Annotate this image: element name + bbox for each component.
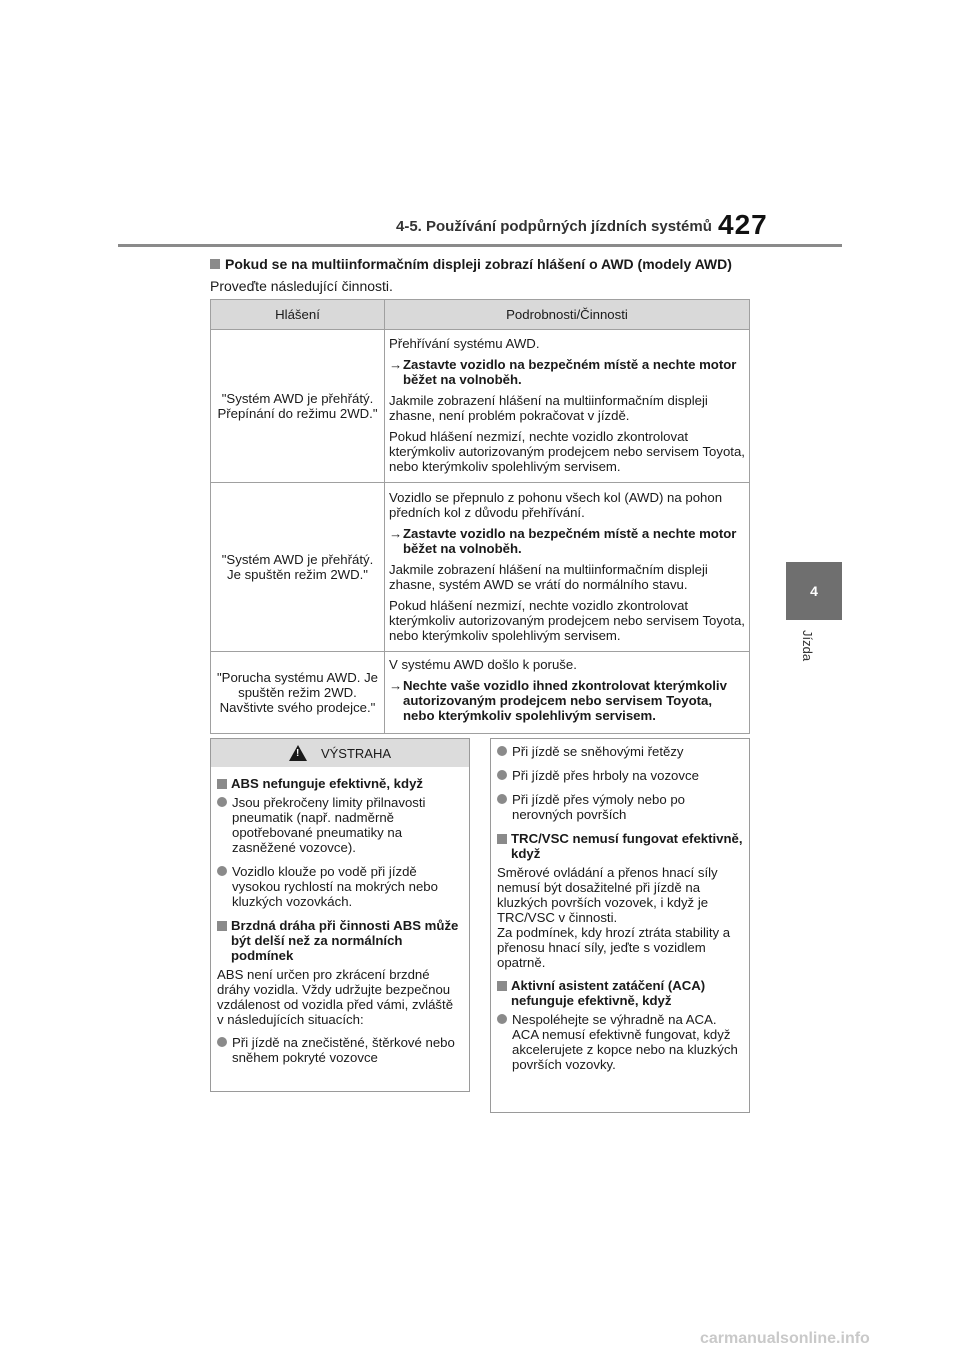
section-title-text: Pokud se na multiinformačním displeji zobrazí hlášení o AWD (modely AWD) xyxy=(225,256,732,272)
table-row xyxy=(211,330,750,483)
detail-text: Jakmile zobrazení hlášení na multiinformačním displeji zhasne, není problém pokračovat v jízdě. xyxy=(389,393,708,423)
intro-text: Proveďte následující činnosti. xyxy=(210,278,393,294)
header-divider xyxy=(118,244,842,247)
bullet-icon xyxy=(217,797,227,807)
detail-text: V systému AWD došlo k poruše. xyxy=(389,656,577,672)
action-item xyxy=(389,357,745,387)
list-item-text: Vozidlo klouže po vodě při jízdě vysokou rychlostí na mokrých nebo kluzkých vozovkách. xyxy=(232,864,438,909)
square-bullet-icon xyxy=(217,921,227,931)
warning-box-right xyxy=(490,738,750,1113)
detail-text: Přehřívání systému AWD. xyxy=(389,336,540,351)
detail-text: Pokud hlášení nezmizí, nechte vozidlo zkontrolovat kterýmkoliv autorizovaným prodejcem nebo servisem Toyota, nebo kterýmkoliv spolehlivým servisem. xyxy=(389,429,745,474)
details-cell xyxy=(385,483,750,652)
warning-subheading xyxy=(217,918,463,963)
message-cell: "Porucha systému AWD. Je spuštěn režim 2WD. Navštivte svého prodejce." xyxy=(211,652,385,734)
table-row xyxy=(211,483,750,652)
action-item xyxy=(389,678,745,723)
square-bullet-icon xyxy=(217,779,227,789)
chapter-label: Jízda xyxy=(800,630,815,662)
message-cell: "Systém AWD je přehřátý. Přepínání do režimu 2WD." xyxy=(211,330,385,483)
warning-subheading xyxy=(217,776,463,791)
arrow-icon: → xyxy=(389,525,403,541)
list-item-text: Při jízdě na znečistěné, štěrkové nebo sněhem pokryté vozovce xyxy=(232,1035,455,1065)
bullet-icon xyxy=(497,746,507,756)
column-header-details: Podrobnosti/Činnosti xyxy=(385,300,750,330)
warning-paragraph: Směrové ovládání a přenos hnací síly nemusí být dosažitelné při jízdě na kluzkých površích vozovek, i když je TRC/VSC v činnosti. xyxy=(497,865,718,925)
arrow-icon: → xyxy=(389,357,403,372)
list-item-text: Při jízdě přes hrboly na vozovce xyxy=(512,768,699,783)
page-number: 427 xyxy=(718,209,768,240)
subheading-text: ABS nefunguje efektivně, když xyxy=(231,776,423,791)
details-cell xyxy=(385,330,750,483)
square-bullet-icon xyxy=(497,834,507,844)
table-row xyxy=(211,652,750,734)
detail-text: Pokud hlášení nezmizí, nechte vozidlo zkontrolovat kterýmkoliv autorizovaným prodejcem nebo servisem Toyota, nebo kterýmkoliv spolehlivým servisem. xyxy=(389,597,745,643)
warning-title: VÝSTRAHA xyxy=(320,745,392,761)
list-item-text: Jsou překročeny limity přilnavosti pneumatik (např. nadměrně opotřebované pneumatiky na zasněžené vozovce). xyxy=(232,795,426,855)
message-table xyxy=(210,299,750,734)
column-header-message: Hlášení xyxy=(211,300,385,330)
watermark: carmanualsonline.info xyxy=(700,1330,870,1347)
section-title xyxy=(210,256,732,272)
warning-content xyxy=(211,767,469,1065)
message-cell: "Systém AWD je přehřátý. Je spuštěn režim 2WD." xyxy=(211,483,385,652)
list-item xyxy=(497,768,743,783)
chapter-tab: 4 xyxy=(786,562,842,620)
subheading-text: TRC/VSC nemusí fungovat efektivně, když xyxy=(511,831,743,861)
list-item-text: Při jízdě se sněhovými řetězy xyxy=(512,744,684,759)
action-text: Nechte vaše vozidlo ihned zkontrolovat kterýmkoliv autorizovaným prodejcem nebo servisem Toyota, nebo kterýmkoliv spolehlivým servisem. xyxy=(403,677,727,723)
warning-header xyxy=(211,739,469,767)
action-item xyxy=(389,526,745,556)
warning-paragraph: Za podmínek, kdy hrozí ztráta stability a přenosu hnací síly, jeďte s vozidlem opatrně. xyxy=(497,925,731,970)
warning-box-left xyxy=(210,738,470,1092)
list-item xyxy=(497,792,743,822)
subheading-text: Aktivní asistent zatáčení (ACA) nefunguje efektivně, když xyxy=(511,978,706,1008)
subheading-text: Brzdná dráha při činnosti ABS může být delší než za normálních podmínek xyxy=(231,918,459,963)
list-item-text: Nespoléhejte se výhradně na ACA. ACA nemusí efektivně fungovat, když akcelerujete z kopce nebo na kluzkých površích vozovky. xyxy=(512,1012,738,1072)
list-item xyxy=(497,1012,743,1072)
bullet-icon xyxy=(217,866,227,876)
action-text: Zastavte vozidlo na bezpečném místě a nechte motor běžet na volnoběh. xyxy=(403,525,737,556)
bullet-icon xyxy=(497,794,507,804)
list-item xyxy=(217,795,463,855)
warning-paragraph: ABS není určen pro zkrácení brzdné dráhy vozidla. Vždy udržujte bezpečnou vzdálenost od vozidla před vámi, zvláště v následujících situacích: xyxy=(217,967,454,1027)
warning-subheading xyxy=(497,978,743,1008)
detail-text: Jakmile zobrazení hlášení na multiinformačním displeji zhasne, systém AWD se vrátí do normálního stavu. xyxy=(389,561,708,592)
warning-triangle-icon: ! xyxy=(289,745,307,761)
table-header-row xyxy=(211,300,750,330)
list-item xyxy=(497,744,743,759)
warning-subheading xyxy=(497,831,743,861)
action-text: Zastavte vozidlo na bezpečném místě a nechte motor běžet na volnoběh. xyxy=(403,357,737,387)
list-item xyxy=(217,864,463,909)
list-item xyxy=(217,1035,463,1065)
section-header: 4-5. Používání podpůrných jízdních systémů xyxy=(396,218,712,235)
arrow-icon: → xyxy=(389,677,403,693)
bullet-icon xyxy=(217,1037,227,1047)
bullet-icon xyxy=(497,1014,507,1024)
square-bullet-icon xyxy=(210,259,220,269)
square-bullet-icon xyxy=(497,981,507,991)
list-item-text: Při jízdě přes výmoly nebo po nerovných površích xyxy=(512,792,685,822)
details-cell xyxy=(385,652,750,734)
detail-text: Vozidlo se přepnulo z pohonu všech kol (AWD) na pohon předních kol z důvodu přehřívání. xyxy=(389,489,723,520)
warning-content xyxy=(491,739,749,1072)
bullet-icon xyxy=(497,770,507,780)
